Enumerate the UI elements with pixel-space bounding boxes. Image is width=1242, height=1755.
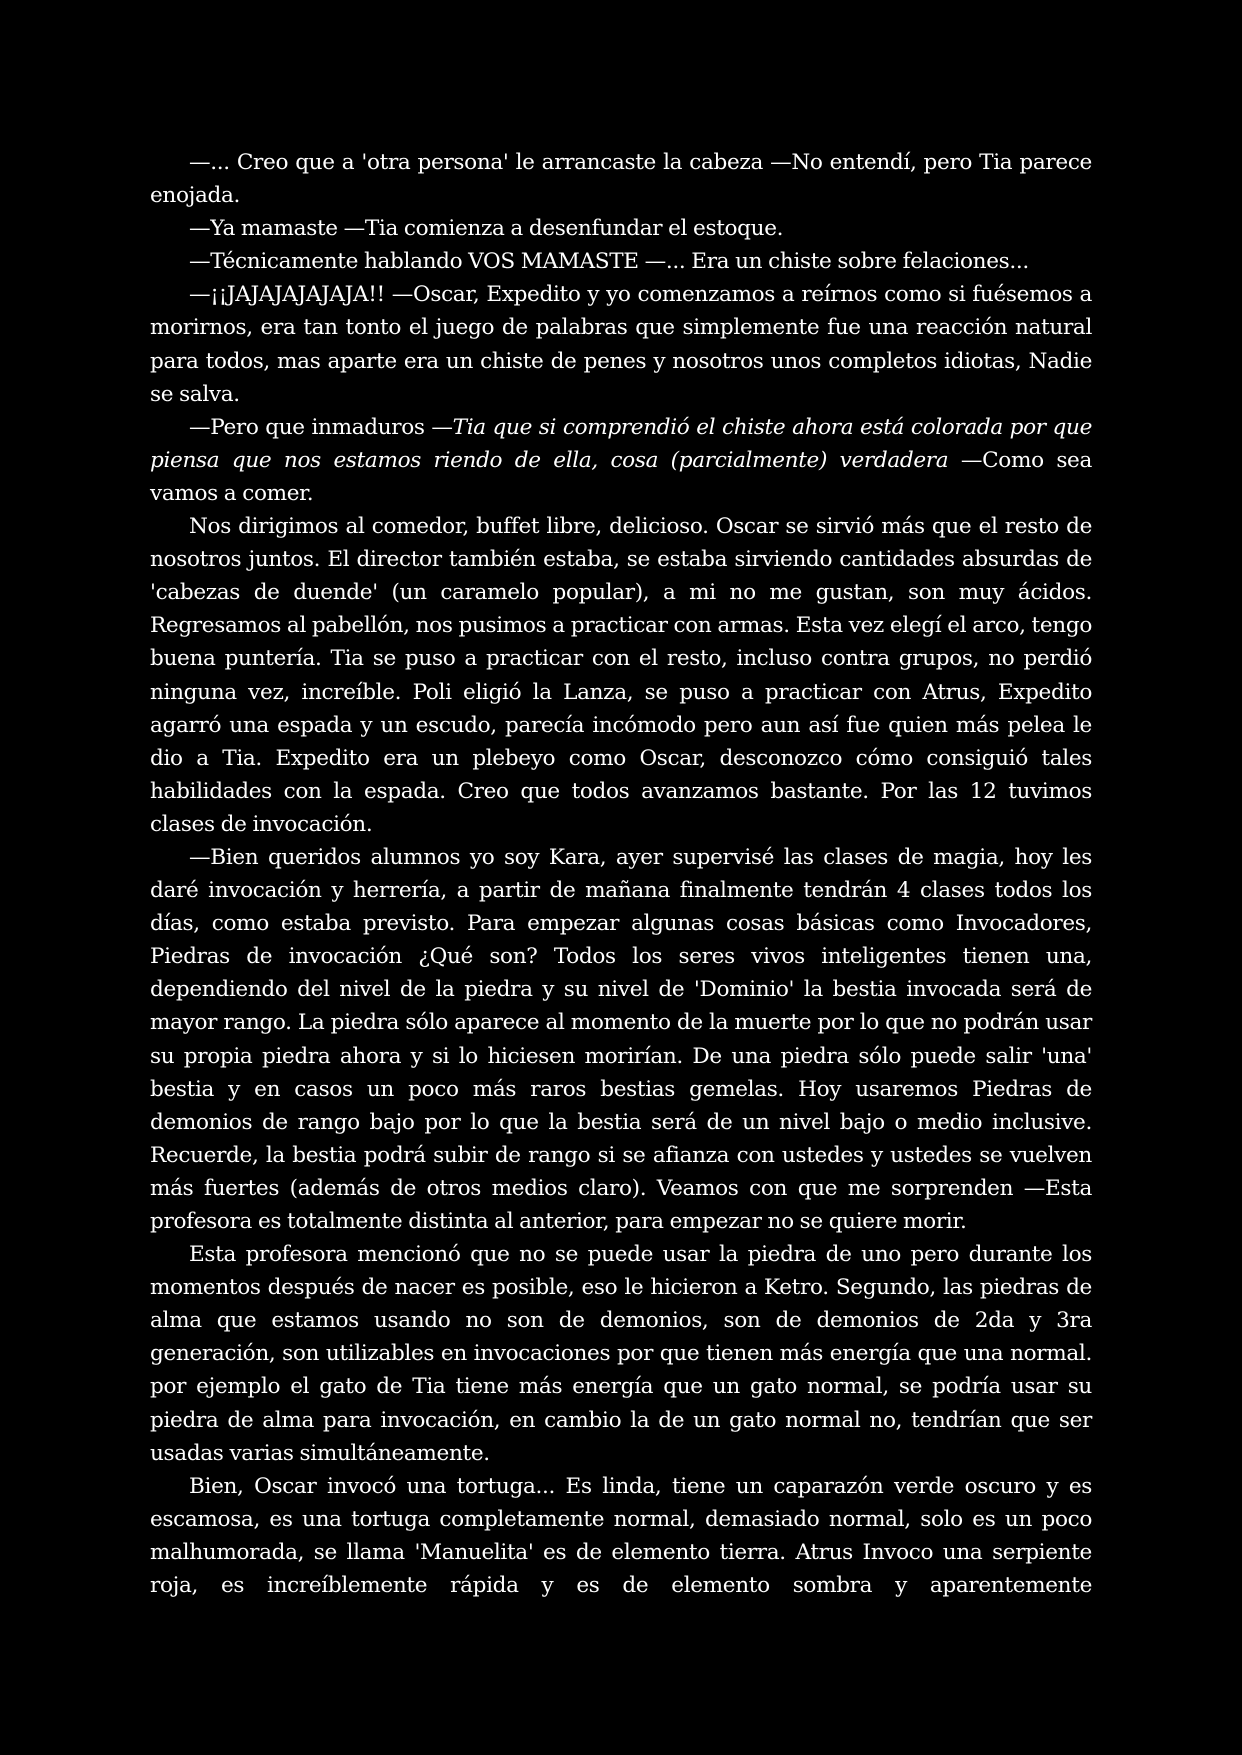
- paragraph: —Técnicamente hablando VOS MAMASTE —... Era un chiste sobre felaciones...: [189, 249, 1029, 275]
- paragraph: Bien, Oscar invocó una tortuga... Es linda, tiene un caparazón verde oscuro y es escamosa, es una tortuga completamente normal, demasiado normal, solo es un poco malhumorada, se llama 'Manuelita' es de elemento tierra. Atrus Invoco una serpiente roja, es increíblemente rápida y es de elemento sombra y aparentemente: [150, 1473, 1092, 1599]
- paragraph: Nos dirigimos al comedor, buffet libre, delicioso. Oscar se sirvió más que el resto de nosotros juntos. El director también estaba, se estaba sirviendo cantidades absurdas de 'cabezas de duende' (un caramelo popular), a mi no me gustan, son muy ácidos. Regresamos al pabellón, nos pusimos a practicar con armas. Esta vez elegí el arco, tengo buena puntería. Tia se puso a practicar con el resto, incluso contra grupos, no perdió ninguna vez, increíble. Poli eligió la Lanza, se puso a practicar con Atrus, Expedito agarró una espada y un escudo, parecía incómodo pero aun así fue quien más pelea le dio a Tia. Expedito era un plebeyo como Oscar, desconozco cómo consiguió tales habilidades con la espada. Creo que todos avanzamos bastante. Por las 12 tuvimos clases de invocación.: [150, 514, 1092, 837]
- italic-narration: Tia que si comprendió el chiste ahora está colorada por que piensa que nos estamos riendo de ella, cosa (parcialmente) verdadera: [150, 414, 1093, 473]
- dialogue-text: —Pero que inmaduros —: [189, 414, 453, 440]
- paragraph: —Bien queridos alumnos yo soy Kara, ayer supervisé las clases de magia, hoy les daré invocación y herrería, a partir de mañana finalmente tendrán 4 clases todos los días, como estaba previsto. Para empezar algunas cosas básicas como Invocadores, Piedras de invocación ¿Qué son? Todos los seres vivos inteligentes tienen una, dependiendo del nivel de la piedra y su nivel de 'Dominio' la bestia invocada será de mayor rango. La piedra sólo aparece al momento de la muerte por lo que no podrán usar su propia piedra ahora y si lo hiciesen morirían. De una piedra sólo puede salir 'una' bestia y en casos un poco más raros bestias gemelas. Hoy usaremos Piedras de demonios de rango bajo por lo que la bestia será de un nivel bajo o medio inclusive. Recuerde, la bestia podrá subir de rango si se afianza con ustedes y ustedes se vuelven más fuertes (además de otros medios claro). Veamos con que me sorprenden —Esta profesora es totalmente distinta al anterior, para empezar no se quiere morir.: [150, 844, 1092, 1234]
- paragraph: —... Creo que a 'otra persona' le arrancaste la cabeza —No entendí, pero Tia parece enojada.: [150, 150, 1092, 209]
- paragraph: Esta profesora mencionó que no se puede usar la piedra de uno pero durante los momentos después de nacer es posible, eso le hicieron a Ketro. Segundo, las piedras de alma que estamos usando no son de demonios, son de demonios de 2da y 3ra generación, son utilizables en invocaciones por que tienen más energía que una normal. por ejemplo el gato de Tia tiene más energía que un gato normal, se podría usar su piedra de alma para invocación, en cambio la de un gato normal no, tendrían que ser usadas varias simultáneamente.: [150, 1242, 1092, 1466]
- paragraph: [150, 411, 1092, 510]
- paragraph: —Ya mamaste —Tia comienza a desenfundar el estoque.: [189, 216, 784, 242]
- dialogue-text: —Como sea vamos a comer.: [150, 447, 1093, 506]
- book-page: [150, 146, 1092, 1602]
- paragraph: —¡¡JAJAJAJAJAJA!! —Oscar, Expedito y yo comenzamos a reírnos como si fuésemos a morirnos, era tan tonto el juego de palabras que simplemente fue una reacción natural para todos, mas aparte era un chiste de penes y nosotros unos completos idiotas, Nadie se salva.: [150, 282, 1092, 407]
